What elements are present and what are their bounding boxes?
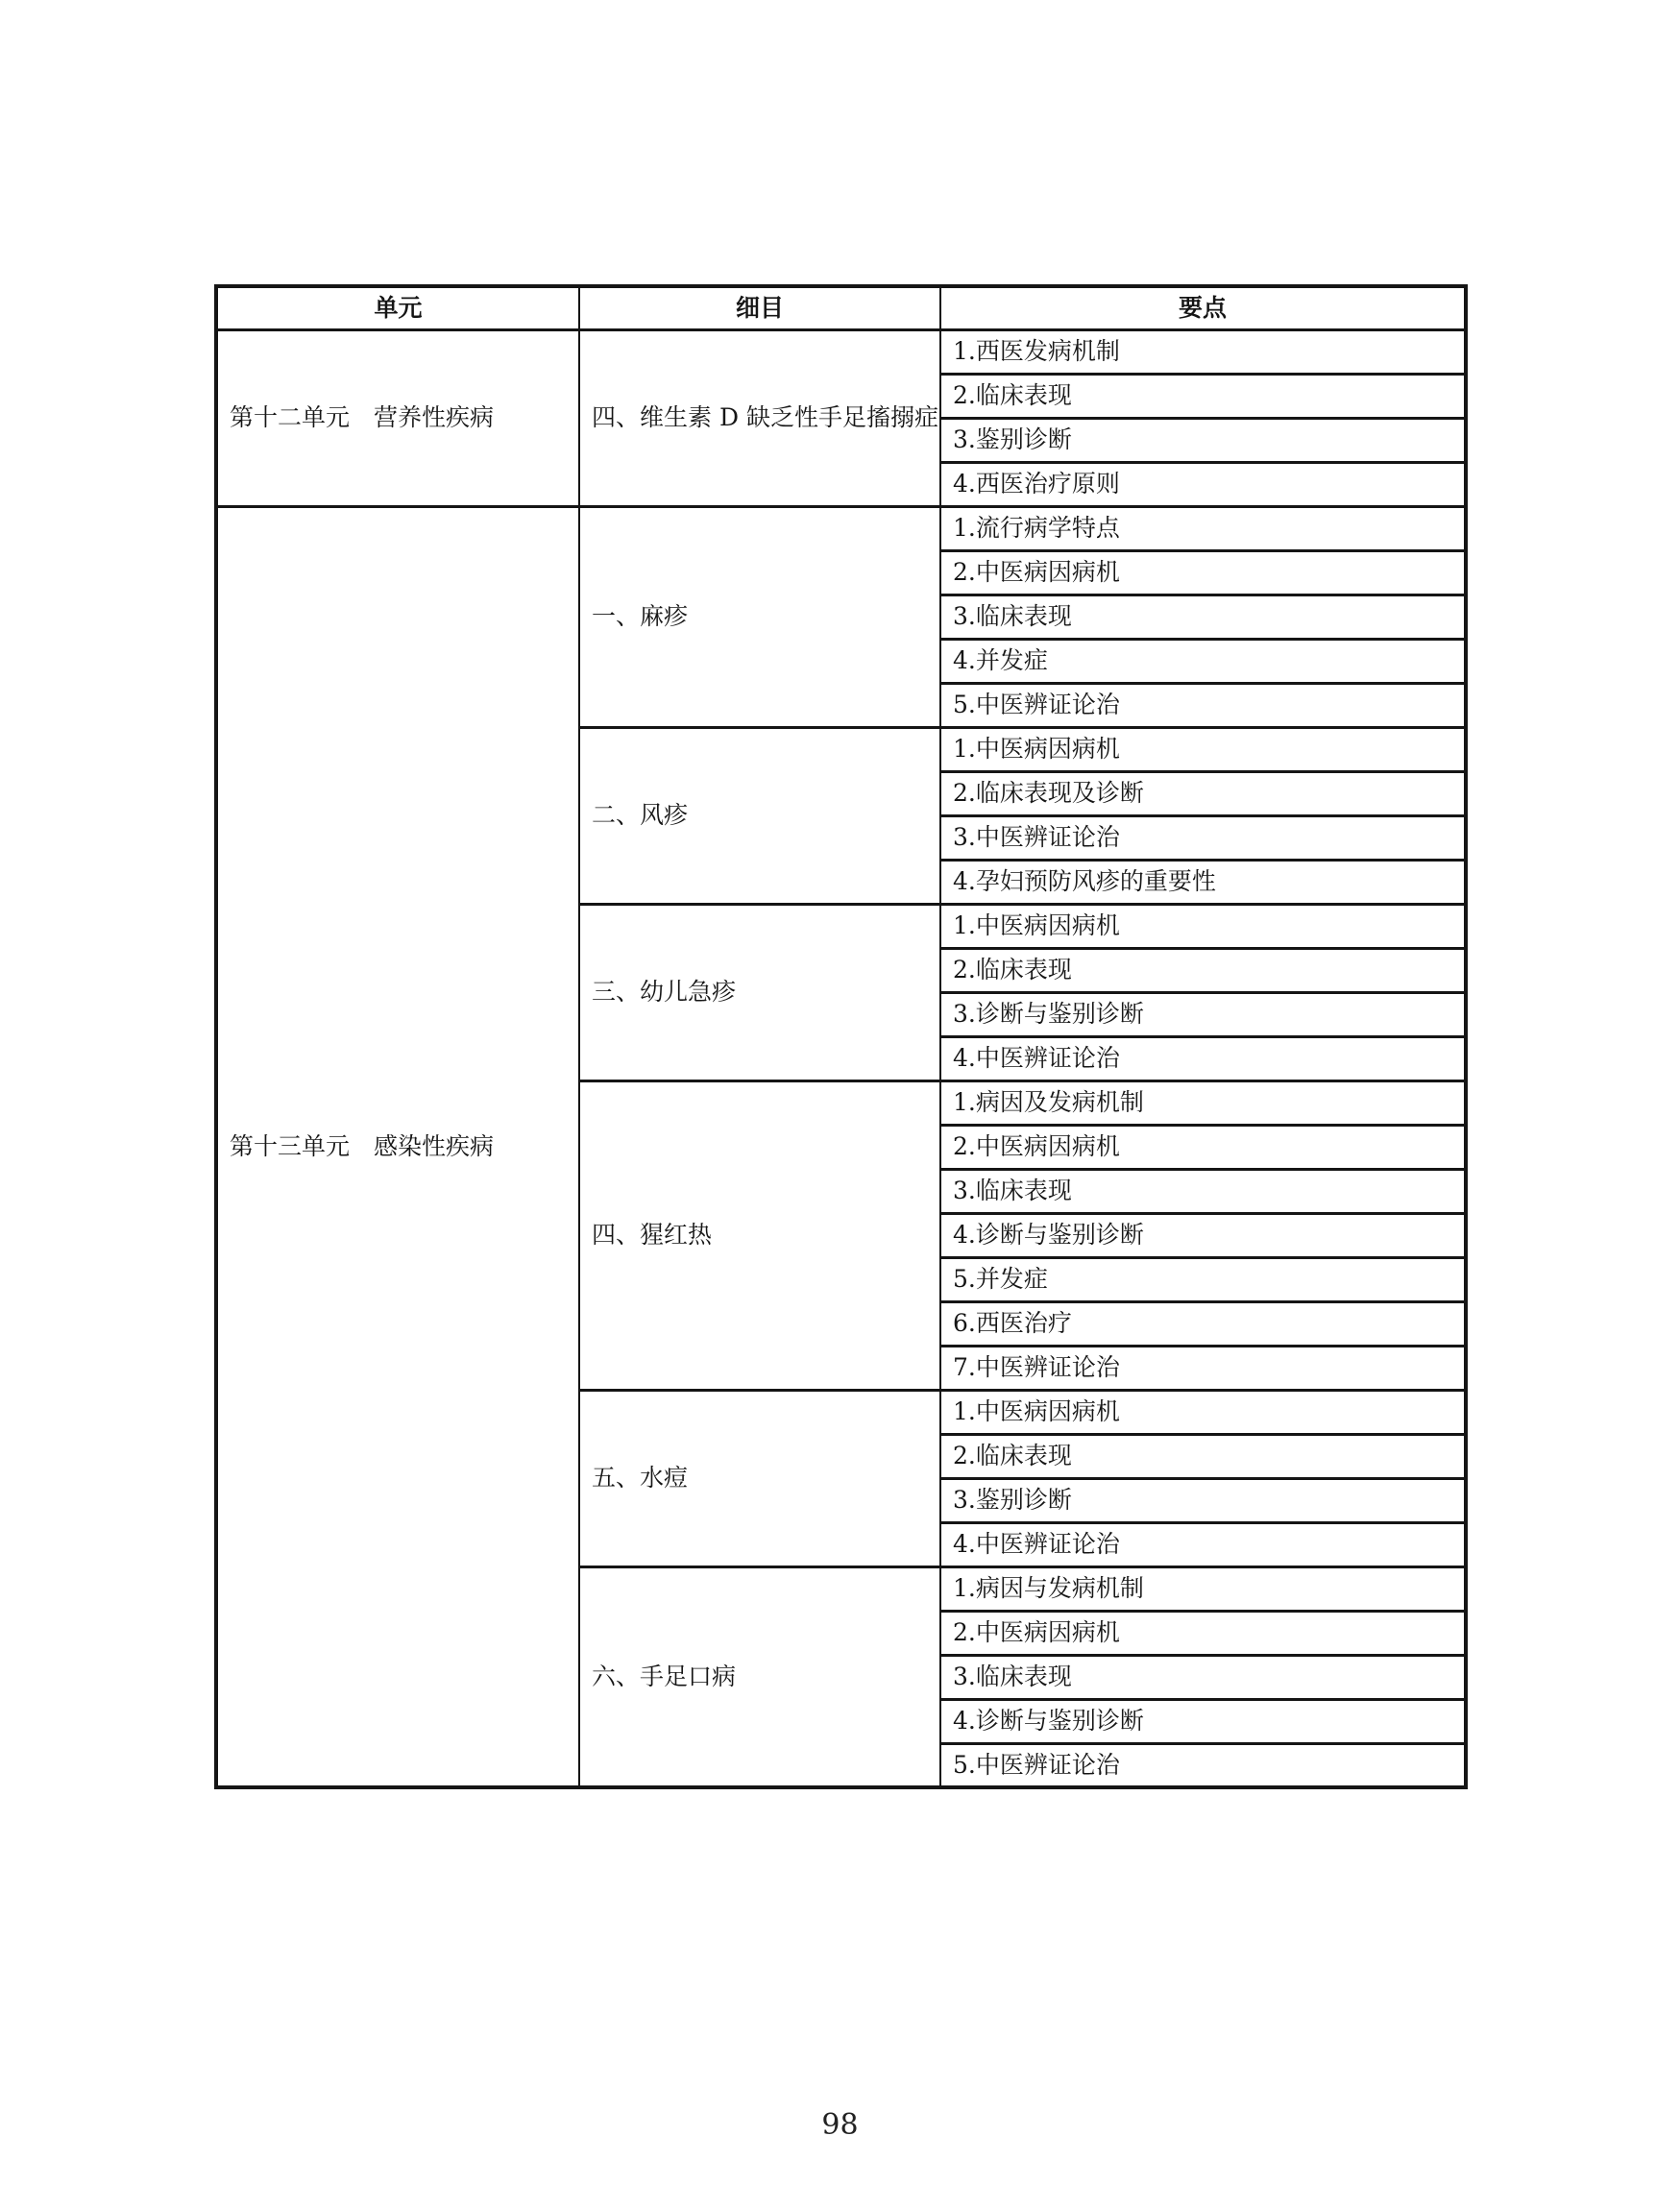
syllabus-table-header — [216, 286, 1466, 329]
syllabus-table-body — [216, 329, 1466, 1787]
point-cell: 2.临床表现 — [940, 948, 1466, 992]
point-cell: 4.西医治疗原则 — [940, 462, 1466, 506]
item-cell: 四、维生素 D 缺乏性手足搐搦症 — [579, 329, 940, 506]
point-cell: 4.孕妇预防风疹的重要性 — [940, 860, 1466, 904]
header-cell-item: 细目 — [579, 286, 940, 329]
point-cell: 1.中医病因病机 — [940, 904, 1466, 948]
point-cell: 1.病因与发病机制 — [940, 1566, 1466, 1611]
point-cell: 2.临床表现及诊断 — [940, 771, 1466, 815]
point-cell: 3.临床表现 — [940, 1169, 1466, 1213]
item-cell: 三、幼儿急疹 — [579, 904, 940, 1080]
point-cell: 3.诊断与鉴别诊断 — [940, 992, 1466, 1036]
point-cell: 5.并发症 — [940, 1257, 1466, 1301]
table-row — [216, 329, 1466, 374]
point-cell: 4.并发症 — [940, 639, 1466, 683]
point-cell: 6.西医治疗 — [940, 1301, 1466, 1346]
unit-cell: 第十二单元 营养性疾病 — [216, 329, 579, 506]
unit-cell: 第十三单元 感染性疾病 — [216, 506, 579, 1787]
point-cell: 3.鉴别诊断 — [940, 1478, 1466, 1522]
page-number: 98 — [821, 2108, 859, 2142]
syllabus-table — [214, 284, 1468, 1789]
point-cell: 3.中医辨证论治 — [940, 815, 1466, 860]
item-cell: 四、猩红热 — [579, 1080, 940, 1390]
point-cell: 2.中医病因病机 — [940, 1125, 1466, 1169]
point-cell: 7.中医辨证论治 — [940, 1346, 1466, 1390]
table-row — [216, 506, 1466, 550]
point-cell: 5.中医辨证论治 — [940, 1743, 1466, 1787]
point-cell: 1.流行病学特点 — [940, 506, 1466, 550]
point-cell: 5.中医辨证论治 — [940, 683, 1466, 727]
header-row — [216, 286, 1466, 329]
point-cell: 1.中医病因病机 — [940, 1390, 1466, 1434]
point-cell: 4.诊断与鉴别诊断 — [940, 1213, 1466, 1257]
point-cell: 2.中医病因病机 — [940, 550, 1466, 595]
point-cell: 3.鉴别诊断 — [940, 418, 1466, 462]
point-cell: 4.诊断与鉴别诊断 — [940, 1699, 1466, 1743]
point-cell: 4.中医辨证论治 — [940, 1522, 1466, 1566]
item-cell: 一、麻疹 — [579, 506, 940, 727]
point-cell: 2.中医病因病机 — [940, 1611, 1466, 1655]
header-cell-points: 要点 — [940, 286, 1466, 329]
point-cell: 1.中医病因病机 — [940, 727, 1466, 771]
item-cell: 六、手足口病 — [579, 1566, 940, 1787]
item-cell: 二、风疹 — [579, 727, 940, 904]
point-cell: 3.临床表现 — [940, 595, 1466, 639]
point-cell: 4.中医辨证论治 — [940, 1036, 1466, 1080]
point-cell: 2.临床表现 — [940, 374, 1466, 418]
point-cell: 1.西医发病机制 — [940, 329, 1466, 374]
header-cell-unit: 单元 — [216, 286, 579, 329]
point-cell: 2.临床表现 — [940, 1434, 1466, 1478]
point-cell: 3.临床表现 — [940, 1655, 1466, 1699]
point-cell: 1.病因及发病机制 — [940, 1080, 1466, 1125]
item-cell: 五、水痘 — [579, 1390, 940, 1566]
